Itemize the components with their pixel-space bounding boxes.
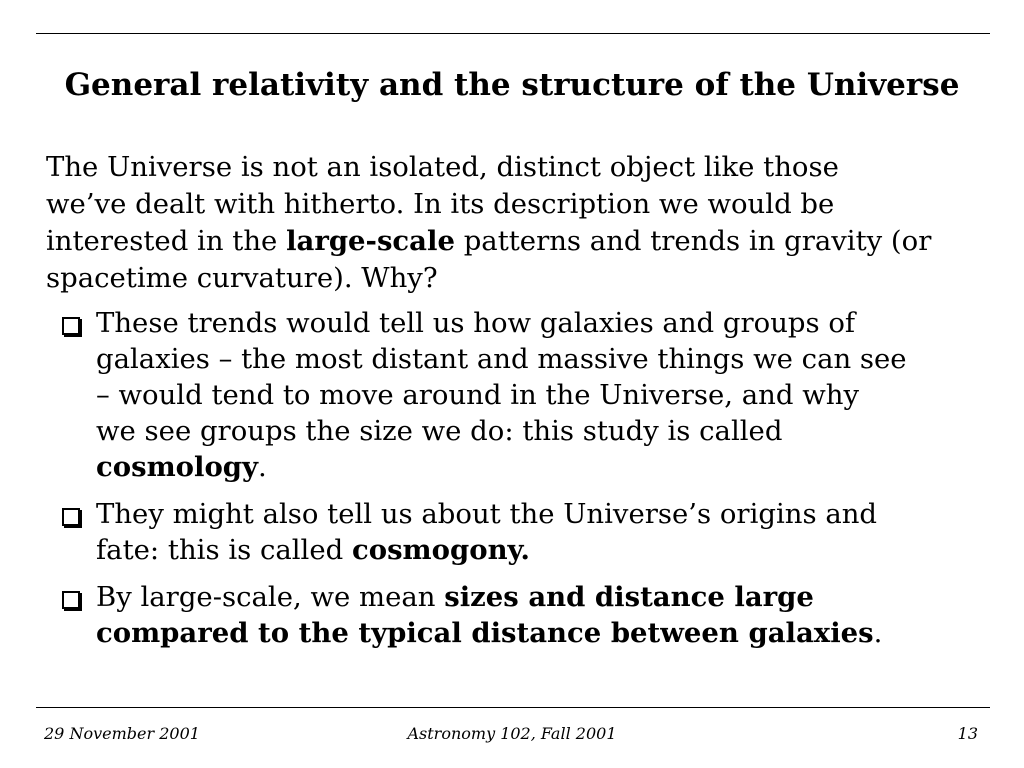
slide-title: General relativity and the structure of the Universe [64,67,960,103]
intro-line [46,223,986,260]
bullet-text: By large-scale, we mean [96,581,445,613]
emphasis-typical-distance: compared to the typical distance between galaxies [96,617,874,649]
bullet-line: – would tend to move around in the Universe, and why [96,379,859,411]
intro-emphasis-large-scale: large-scale [286,225,455,257]
bottom-rule [36,707,990,708]
intro-line: The Universe is not an isolated, distinct object like those [46,151,839,183]
bullet-line: galaxies – the most distant and massive things we can see [96,343,907,375]
footer-course: Astronomy 102, Fall 2001 [407,724,617,743]
emphasis-cosmology: cosmology [96,451,259,483]
footer-page-number: 13 [957,724,978,743]
bullet-line [96,615,992,651]
intro-line: we’ve dealt with hitherto. In its description we would be [46,188,835,220]
bullet-item-cosmology [62,305,992,485]
bullet-line: we see groups the size we do: this study is called [96,415,783,447]
bullet-line [96,532,992,568]
hollow-square-bullet-icon [62,591,80,609]
bullet-line [96,449,992,485]
intro-line: spacetime curvature). Why? [46,262,438,294]
bullet-line: They might also tell us about the Universe’s origins and [96,498,878,530]
footer-date: 29 November 2001 [44,724,200,743]
emphasis-cosmogony: cosmogony. [351,534,530,566]
intro-text: patterns and trends in gravity (or [454,225,932,257]
top-rule [36,33,990,34]
hollow-square-bullet-icon [62,317,80,335]
bullet-list [62,305,992,651]
bullet-text: . [258,451,267,483]
bullet-item-cosmogony [62,496,992,568]
bullet-item-large-scale [62,579,992,651]
bullet-line [96,579,992,615]
emphasis-sizes-distance: sizes and distance large [444,581,814,613]
bullet-text: fate: this is called [96,534,352,566]
intro-paragraph [46,149,986,297]
intro-text: interested in the [46,225,287,257]
bullet-text: . [873,617,883,649]
hollow-square-bullet-icon [62,508,80,526]
bullet-line: These trends would tell us how galaxies and groups of [96,307,856,339]
